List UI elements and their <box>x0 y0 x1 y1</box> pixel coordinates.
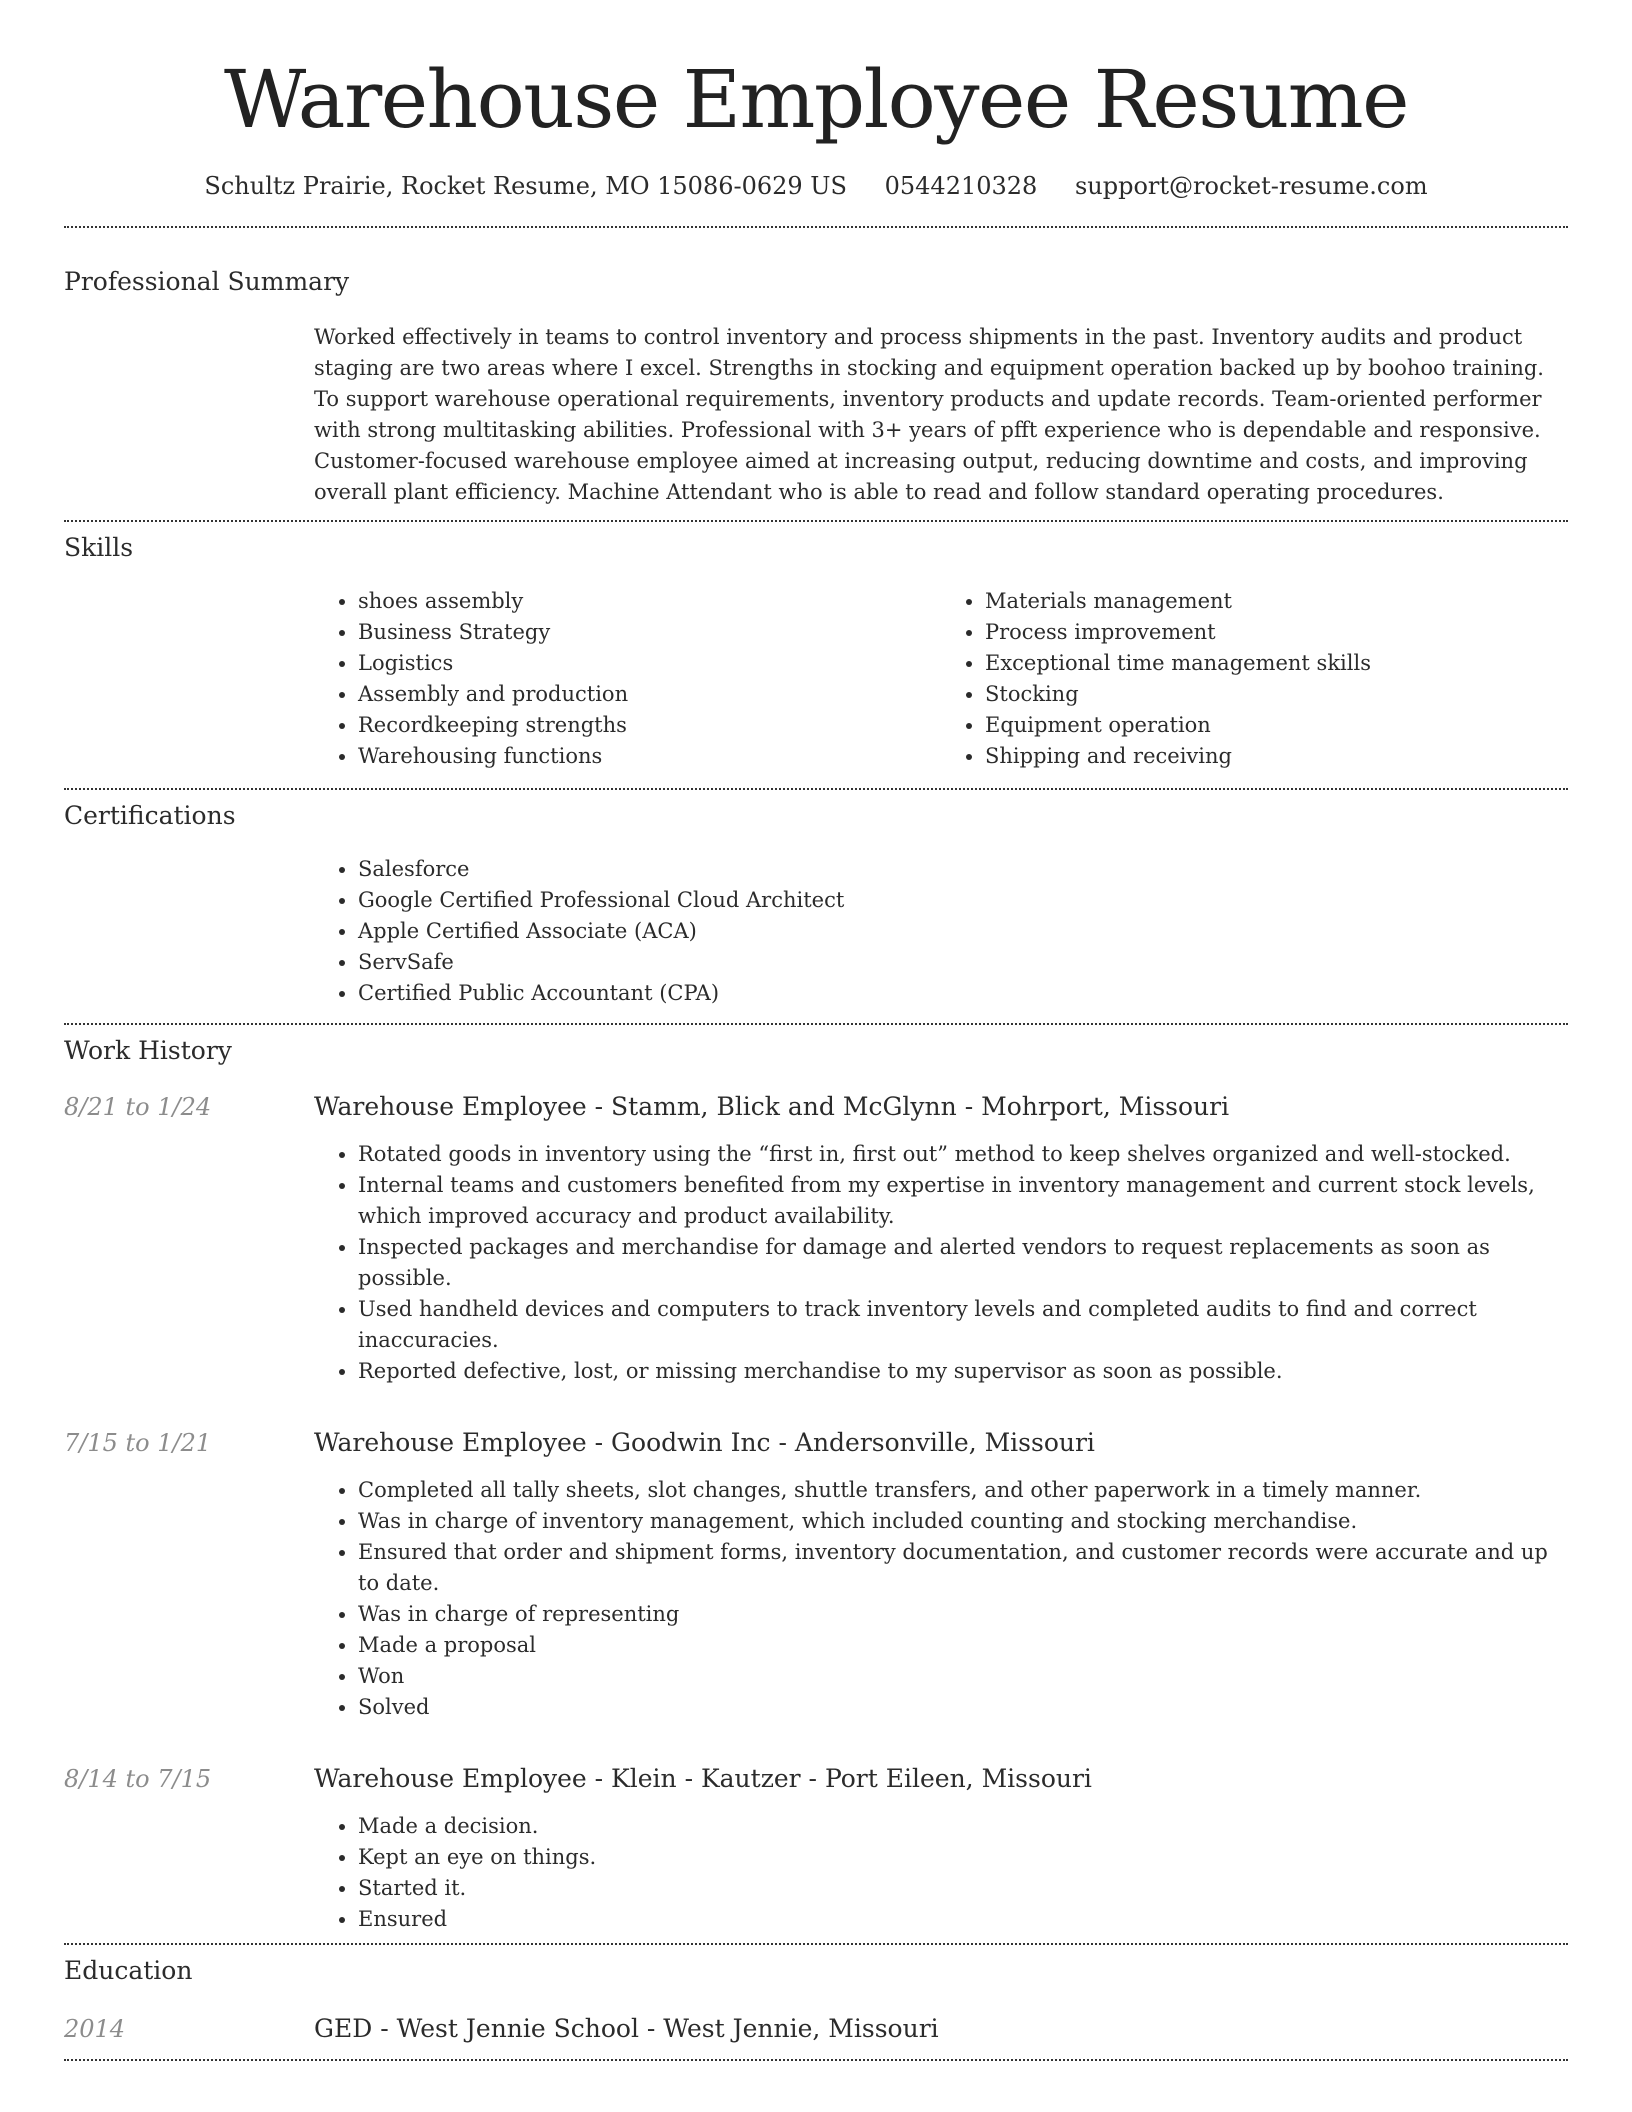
summary-text: Worked effectively in teams to control inventory and process shipments in the past. Inventory audits and product staging are two areas where I excel. Strengths in stocking and equipment operation backed up by boohoo training. To support warehouse operational requirements, inventory products and update records. Team-oriented performer with strong multitasking abilities. Professional with 3+ years of pfft experience who is dependable and responsive. Customer-focused warehouse employee aimed at increasing output, reducing downtime and costs, and improving overall plant efficiency. Machine Attendant who is able to read and follow standard operating procedures. <box>314 325 1544 504</box>
job-bullet: • Won <box>358 1661 1568 1692</box>
education-entry <box>64 2013 1568 2045</box>
job-bullet: • Ensured <box>358 1904 1568 1935</box>
job-entry <box>64 1763 1568 1935</box>
skills-column-right <box>941 586 1568 772</box>
job-bullet: • Reported defective, lost, or missing merchandise to my supervisor as soon as possible. <box>358 1356 1568 1387</box>
job-bullet: • Made a proposal <box>358 1630 1568 1661</box>
job-headline: Warehouse Employee - Klein - Kautzer - Port Eileen, Missouri <box>314 1764 1092 1793</box>
divider <box>64 226 1568 228</box>
contact-line <box>64 170 1568 202</box>
section-title-certifications: Certifications <box>64 801 236 830</box>
divider <box>64 1943 1568 1945</box>
contact-address: Schultz Prairie, Rocket Resume, MO 15086-0629 US <box>204 172 847 200</box>
contact-email[interactable]: support@rocket-resume.com <box>1074 172 1428 200</box>
section-title-work-history: Work History <box>64 1036 232 1065</box>
job-bullet: • Was in charge of representing <box>358 1599 1568 1630</box>
skill-item: • Stocking <box>985 679 1568 710</box>
skill-item: • Exceptional time management skills <box>985 648 1568 679</box>
job-headline: Warehouse Employee - Goodwin Inc - Andersonville, Missouri <box>314 1428 1095 1457</box>
skills-list <box>314 586 1568 772</box>
job-bullet: • Internal teams and customers benefited from my expertise in inventory management and current stock levels, which improved accuracy and product availability. <box>358 1170 1568 1232</box>
skill-item: • Process improvement <box>985 617 1568 648</box>
contact-phone: 0544210328 <box>884 172 1038 200</box>
divider <box>64 1023 1568 1025</box>
skill-item: • Shipping and receiving <box>985 741 1568 772</box>
education-headline: GED - West Jennie School - West Jennie, Missouri <box>314 2014 939 2043</box>
job-bullet: • Completed all tally sheets, slot changes, shuttle transfers, and other paperwork in a timely manner. <box>358 1475 1568 1506</box>
job-bullet: • Made a decision. <box>358 1811 1568 1842</box>
job-dates: 8/21 to 1/24 <box>64 1093 212 1121</box>
divider <box>64 2059 1568 2061</box>
job-dates: 7/15 to 1/21 <box>64 1429 212 1457</box>
certification-item: • Salesforce <box>358 854 1568 885</box>
section-title-summary: Professional Summary <box>64 267 350 296</box>
certification-item: • ServSafe <box>358 947 1568 978</box>
divider <box>64 788 1568 790</box>
job-bullet: • Started it. <box>358 1873 1568 1904</box>
job-bullet: • Was in charge of inventory management, which included counting and stocking merchandise. <box>358 1506 1568 1537</box>
skill-item: • Materials management <box>985 586 1568 617</box>
skill-item: • Business Strategy <box>358 617 941 648</box>
skill-item: • Equipment operation <box>985 710 1568 741</box>
certifications-list <box>314 854 1568 1009</box>
job-bullet: • Ensured that order and shipment forms, inventory documentation, and customer records were accurate and up to date. <box>358 1537 1568 1599</box>
job-bullet: • Solved <box>358 1692 1568 1723</box>
job-bullet: • Rotated goods in inventory using the “first in, first out” method to keep shelves organized and well-stocked. <box>358 1139 1568 1170</box>
divider <box>64 520 1568 522</box>
section-title-skills: Skills <box>64 533 134 562</box>
job-bullet: • Kept an eye on things. <box>358 1842 1568 1873</box>
skill-item: • Warehousing functions <box>358 741 941 772</box>
certification-item: • Google Certified Professional Cloud Architect <box>358 885 1568 916</box>
skill-item: • shoes assembly <box>358 586 941 617</box>
job-bullet: • Used handheld devices and computers to track inventory levels and completed audits to find and correct inaccuracies. <box>358 1294 1568 1356</box>
resume-page <box>64 0 1568 2061</box>
skill-item: • Logistics <box>358 648 941 679</box>
section-title-education: Education <box>64 1956 193 1985</box>
job-entry <box>64 1427 1568 1723</box>
skills-column-left <box>314 586 941 772</box>
education-year: 2014 <box>64 2015 126 2043</box>
resume-title: Warehouse Employee Resume <box>224 53 1408 146</box>
job-bullet: • Inspected packages and merchandise for damage and alerted vendors to request replacements as soon as possible. <box>358 1232 1568 1294</box>
skill-item: • Recordkeeping strengths <box>358 710 941 741</box>
certification-item: • Certified Public Accountant (CPA) <box>358 978 1568 1009</box>
job-headline: Warehouse Employee - Stamm, Blick and McGlynn - Mohrport, Missouri <box>314 1092 1230 1121</box>
certification-item: • Apple Certified Associate (ACA) <box>358 916 1568 947</box>
job-entry <box>64 1091 1568 1387</box>
skill-item: • Assembly and production <box>358 679 941 710</box>
job-dates: 8/14 to 7/15 <box>64 1765 212 1793</box>
